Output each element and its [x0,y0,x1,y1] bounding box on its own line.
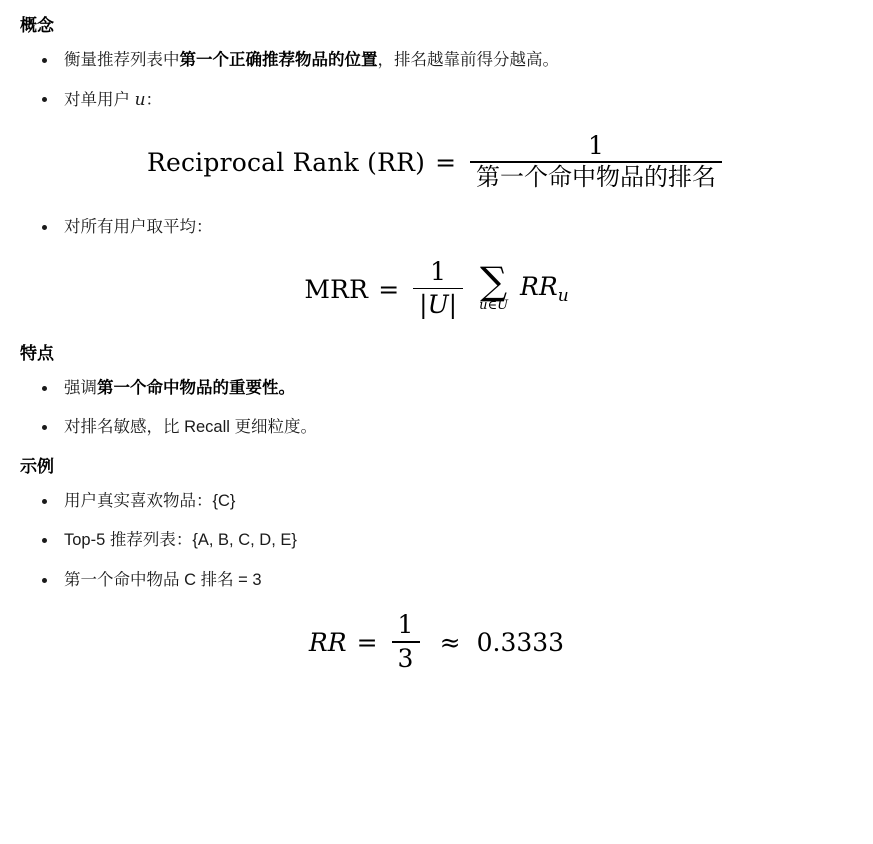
bullet-text-emphasis: 第一个正确推荐物品的位置 [179,50,378,69]
fraction [470,132,722,193]
bullet-text-part: ： [145,91,163,110]
list-item [30,87,853,114]
fraction-denominator: 3 [397,643,414,673]
bullet-text-part: 对排名敏感，比 Recall 更细粒度。 [64,418,318,437]
list-item [30,568,853,594]
section-heading-features: 特点 [20,344,54,364]
bullet-text-part: 用户真实喜欢物品：{C} [64,491,236,510]
list-item [30,415,853,441]
bullet-text-part: Top-5 推荐列表：{A, B, C, D, E} [64,531,297,550]
formula-mrr [20,258,853,320]
bullet-text-part: 对所有用户取平均： [64,217,213,236]
summation [479,258,509,314]
formula-rr-example [20,611,853,673]
formula-rr-definition [20,132,853,193]
fraction-denominator: |U| [419,290,458,320]
section-concept [20,14,853,114]
bullet-list-features [20,376,853,441]
formula-term-base: RR [520,272,558,302]
section-features [20,342,853,441]
summation-symbol: ∑ [479,258,508,303]
fraction-numerator: 1 [430,257,447,287]
section-example [20,455,853,593]
list-item [30,376,853,402]
fraction-numerator: 1 [397,610,414,640]
section-heading-concept: 概念 [20,16,54,35]
formula-term-subscript: u [557,286,569,307]
bullet-list-concept [20,48,853,114]
formula-equals: = [435,147,457,177]
list-item [30,528,853,554]
summation-limit: u∈U [479,298,509,314]
formula-equals: = [356,627,378,657]
formula-lhs: MRR [304,274,369,304]
fraction [413,258,463,320]
math-variable-u: u [134,90,146,111]
bullet-text-part: ，排名越靠前得分越高。 [377,50,559,69]
bullet-text-part: 衡量推荐列表中 [64,50,180,69]
formula-equals: = [378,274,400,304]
fraction [392,611,420,673]
formula-value: 0.3333 [476,627,565,657]
list-item [30,48,853,74]
list-item [30,215,853,241]
formula-lhs: Reciprocal Rank (RR) [146,147,426,177]
bullet-list-average [20,215,853,241]
bullet-text-part: 第一个命中物品 C 排名 = 3 [64,570,262,589]
fraction-denominator: 第一个命中物品的排名 [476,165,717,192]
approx-symbol: ≈ [439,627,461,657]
list-item [30,489,853,515]
bullet-text-emphasis: 第一个命中物品的重要性。 [97,378,295,397]
bullet-text-part: 对单用户 [64,91,135,110]
formula-lhs: RR [308,627,347,657]
formula-term [520,272,569,306]
fraction-numerator: 1 [587,130,605,160]
bullet-list-example [20,489,853,594]
section-heading-example: 示例 [20,456,54,476]
bullet-text-part: 强调 [64,378,97,397]
